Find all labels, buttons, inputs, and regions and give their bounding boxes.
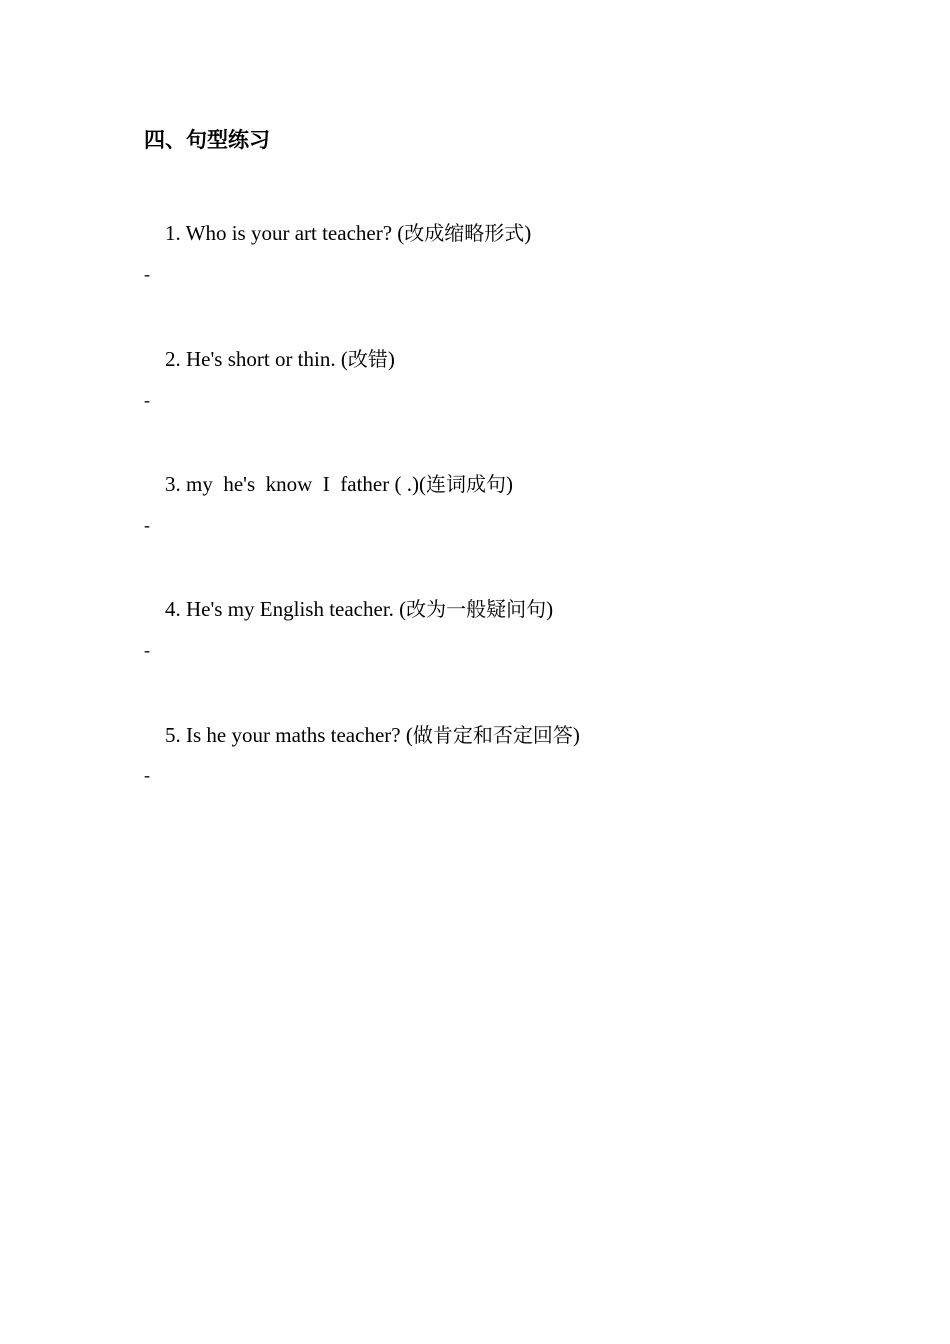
answer-line-5: - xyxy=(144,765,150,785)
answer-line-4: - xyxy=(144,640,150,660)
question-2-close: ) xyxy=(387,347,395,371)
question-3 xyxy=(144,439,513,529)
question-4-instruction: 改为一般疑问句 xyxy=(406,597,547,621)
question-2 xyxy=(144,314,395,404)
question-3-instruction: 连词成句 xyxy=(425,472,506,496)
question-1 xyxy=(144,188,531,278)
question-2-instruction: 改错 xyxy=(347,347,388,371)
question-3-close: ) xyxy=(505,472,513,496)
answer-line-3: - xyxy=(144,515,150,535)
question-1-close: ) xyxy=(524,221,532,245)
section-title: 四、句型练习 xyxy=(144,128,270,152)
question-3-prompt: 3. my he's know I father ( .)( xyxy=(165,472,426,496)
question-4 xyxy=(144,564,553,654)
question-5 xyxy=(144,690,580,780)
answer-line-1: - xyxy=(144,264,150,284)
question-1-instruction: 改成缩略形式 xyxy=(404,221,525,245)
question-5-prompt: 5. Is he your maths teacher? ( xyxy=(165,723,413,747)
question-4-close: ) xyxy=(546,597,554,621)
question-5-instruction: 做肯定和否定回答 xyxy=(412,723,573,747)
question-4-prompt: 4. He's my English teacher. ( xyxy=(165,597,407,621)
question-2-prompt: 2. He's short or thin. ( xyxy=(165,347,348,371)
answer-line-2: - xyxy=(144,390,150,410)
question-1-prompt: 1. Who is your art teacher? ( xyxy=(165,221,405,245)
question-5-close: ) xyxy=(572,723,580,747)
